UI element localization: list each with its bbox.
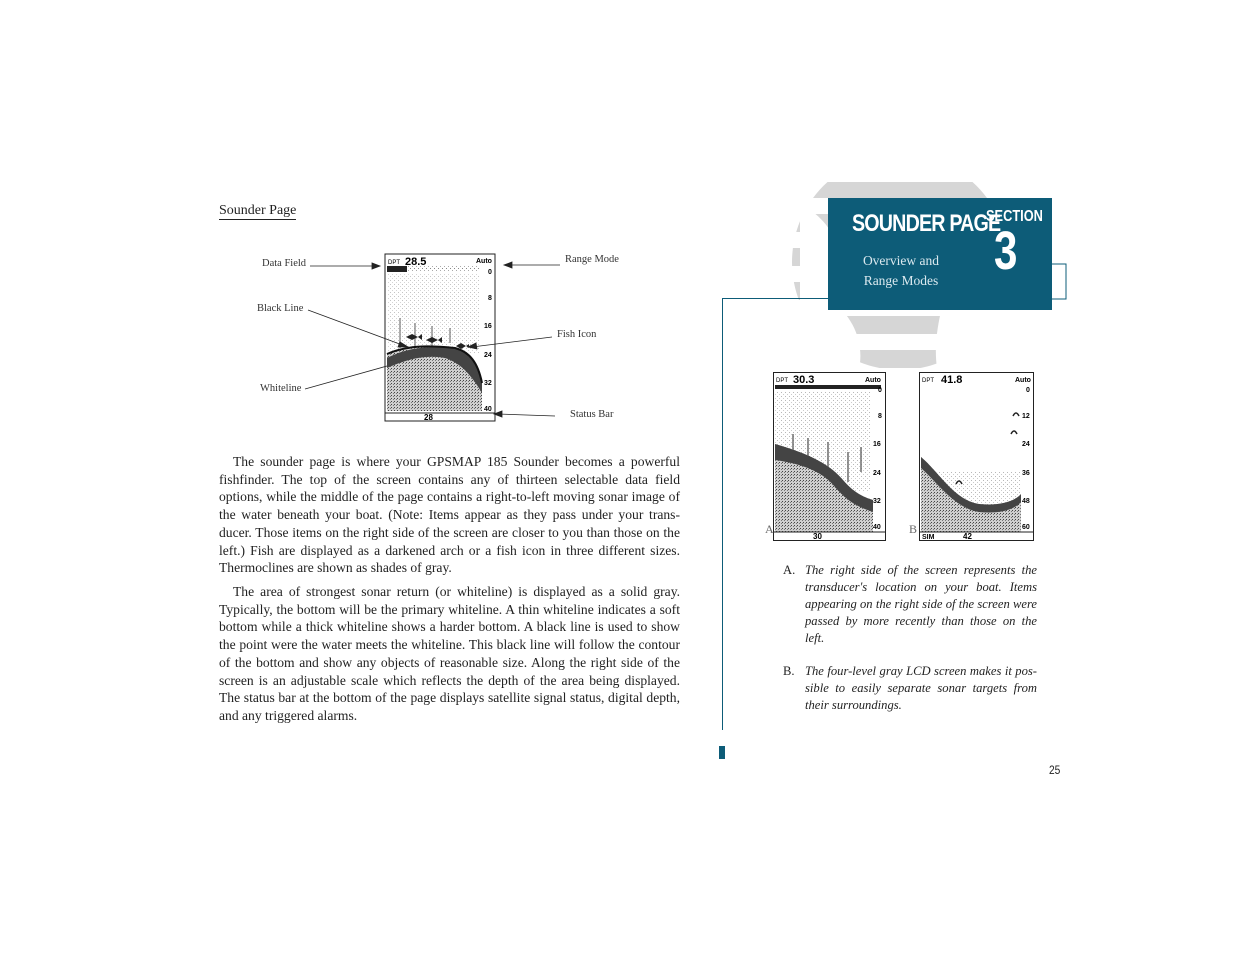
callout-fish-icon: Fish Icon — [557, 329, 597, 340]
a-status: 30 — [813, 532, 822, 541]
b-scale-1: 12 — [1022, 413, 1030, 420]
paragraph-1: The sounder page is where your GPSMAP 185 Sounder becomes a powerful fishfinder. The top of the screen contains any of thirteen selectable data field options, while the middle of the page contains a right-to-left moving sonar image of the water beneath your boat. (Note: Items appear as they pass under your trans-ducer. Those items on the right side of the screen are closer to you than those on the left.) Fish are displayed as a darkened arch or a fish icon in three different sizes. Thermoclines are shown as shades of gray. — [219, 454, 680, 576]
main-status: 28 — [424, 413, 433, 422]
callout-black-line: Black Line — [257, 303, 304, 314]
a-scale-4: 32 — [873, 498, 881, 505]
b-scale-5: 60 — [1022, 524, 1030, 531]
b-scale-4: 48 — [1022, 498, 1030, 505]
caption-b-label: B. — [783, 664, 795, 678]
main-dpt-label: DPT — [388, 260, 400, 266]
b-status-left: SIM — [922, 534, 935, 541]
screen-a — [773, 372, 887, 542]
callout-data-field: Data Field — [262, 258, 307, 269]
main-scale-4: 32 — [484, 380, 492, 387]
b-mode: Auto — [1015, 377, 1031, 384]
caption-a-text: The right side of the screen represents the transducer's location on your boat. Items appearing on the right side of the screen were passed by more recently than those on the left. — [805, 563, 1037, 645]
main-mode: Auto — [476, 258, 492, 265]
a-depth-value: 30.3 — [793, 374, 815, 386]
section-badge — [828, 198, 1052, 310]
caption-b — [783, 663, 1037, 714]
main-depth-value: 28.5 — [405, 256, 427, 268]
a-scale-5: 40 — [873, 524, 881, 531]
section-heading: Sounder Page — [219, 203, 297, 218]
section-title: SOUNDER PAGE — [852, 210, 1001, 237]
b-scale-2: 24 — [1022, 441, 1030, 448]
section-number: 3 — [994, 221, 1018, 281]
a-dpt-label: DPT — [776, 378, 788, 384]
figure-label-b: B — [909, 522, 918, 536]
main-scale-2: 16 — [484, 323, 492, 330]
screen-b — [919, 372, 1035, 542]
callout-whiteline: Whiteline — [260, 383, 302, 394]
subtitle-line-2: Range Modes — [863, 273, 939, 288]
main-scale-0: 0 — [488, 269, 492, 276]
figure-label-a: A — [765, 522, 774, 536]
a-scale-0: 0 — [878, 387, 882, 394]
callout-range-mode: Range Mode — [565, 254, 619, 265]
a-mode: Auto — [865, 377, 881, 384]
callout-status-bar: Status Bar — [570, 409, 614, 420]
caption-a-label: A. — [783, 563, 796, 577]
caption-b-text: The four-level gray LCD screen makes it pos-sible to easily separate sonar targets from their surroundings. — [805, 664, 1037, 712]
main-screen — [385, 254, 495, 422]
page-number: 25 — [1049, 763, 1061, 777]
subtitle-line-1: Overview and — [862, 253, 940, 268]
b-status: 42 — [963, 532, 972, 541]
caption-a — [783, 562, 1037, 647]
b-depth-value: 41.8 — [941, 374, 963, 386]
a-scale-1: 8 — [878, 413, 882, 420]
main-scale-5: 40 — [484, 406, 492, 413]
section-label: SECTION — [986, 208, 1043, 225]
b-scale-3: 36 — [1022, 470, 1030, 477]
b-scale-0: 0 — [1026, 387, 1030, 394]
section-subtitle — [852, 251, 950, 291]
main-scale-1: 8 — [488, 295, 492, 302]
paragraph-2: The area of strongest sonar return (or whiteline) is displayed as a solid gray. Typically, the bottom will be the primary whiteline. A thin whiteline indicates a soft bottom while a thick whiteline shows a harder bottom. A black line is used to show the point were the water meets the whiteline. This black line will follow the contour of the bottom and show any objects of reasonable size. Along the right side of the screen is an adjustable scale which reflects the depth of the area being displayed. The status bar at the bottom of the page displays satellite signal status, digital depth, and any triggered alarms. — [219, 584, 680, 723]
a-scale-3: 24 — [873, 470, 881, 477]
a-scale-2: 16 — [873, 441, 881, 448]
b-dpt-label: DPT — [922, 378, 934, 384]
main-scale-3: 24 — [484, 352, 492, 359]
